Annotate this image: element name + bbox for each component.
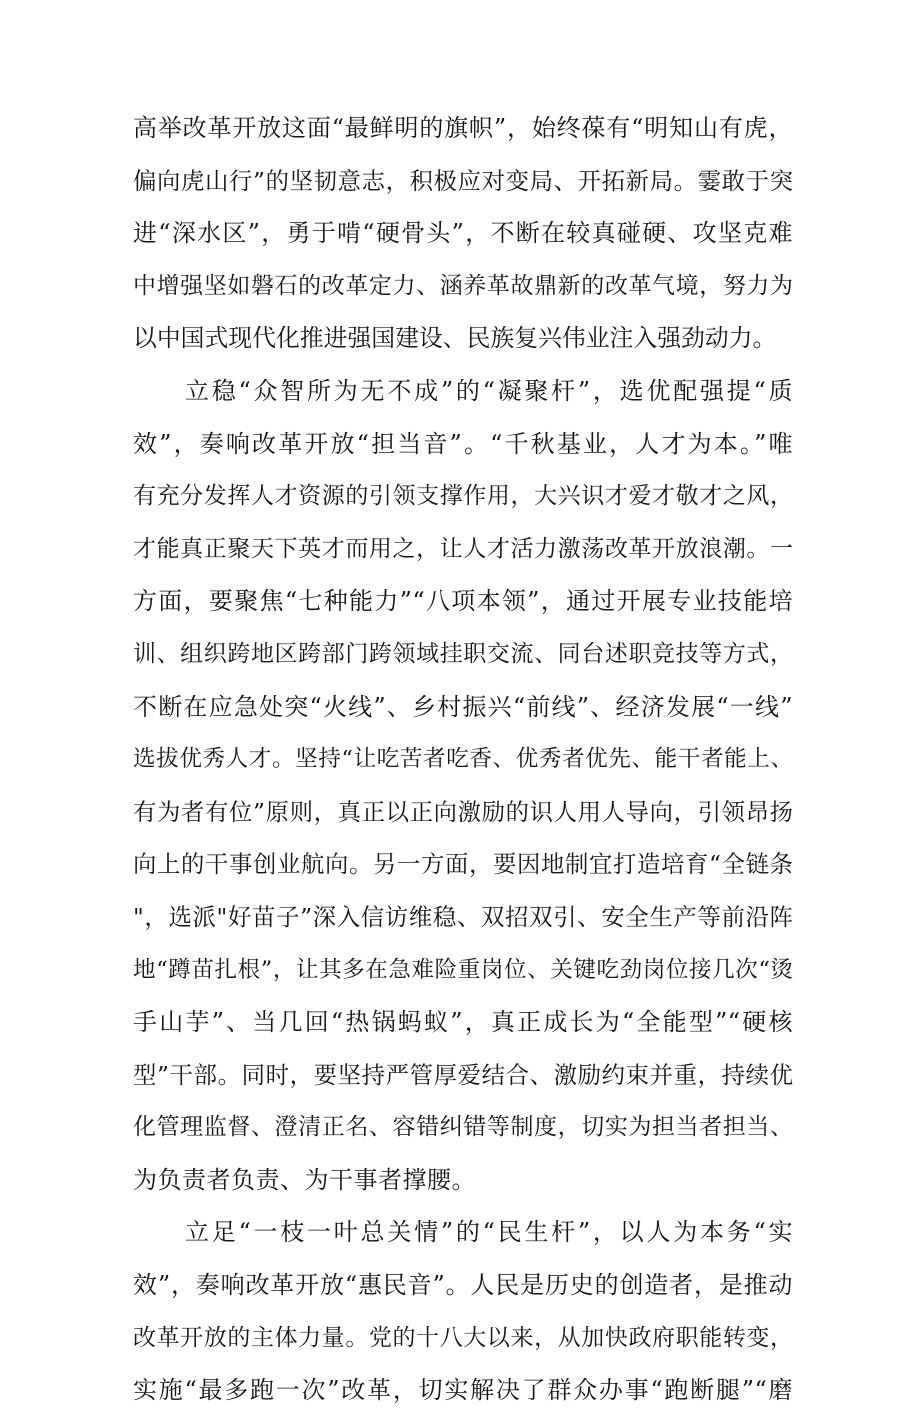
text-line: 实施“最多跑一次”改革，切实解决了群众办事“跑断腿”“磨 <box>133 1376 793 1405</box>
text-line: 以中国式现代化推进强国建设、民族复兴伟业注入强劲动力。 <box>133 324 777 353</box>
text-line: 手山芋”、当几回“热锅蚂蚁”，真正成长为“全能型”“硬核 <box>133 1008 793 1037</box>
text-line: 才能真正聚天下英才而用之，让人才活力激荡改革开放浪潮。一 <box>133 535 793 562</box>
text-line: 有为者有位”原则，真正以正向激励的识人用人导向，引领昂扬 <box>133 797 793 826</box>
text-line: 高举改革开放这面“最鲜明的旗帜”，始终葆有“明知山有虎， <box>133 114 793 142</box>
text-line: 选拔优秀人才。坚持“让吃苦者吃香、优秀者优先、能干者能上、 <box>133 746 793 773</box>
paragraph-first-line: 立稳“众智所为无不成”的“凝聚杆”，选优配强提“质 <box>185 376 793 405</box>
text-line: 地“蹲苗扎根”，让其多在急难险重岗位、关键吃劲岗位接几次“烫 <box>133 956 793 983</box>
text-line: 不断在应急处突“火线”、乡村振兴“前线”、经济发展“一线” <box>133 692 793 721</box>
text-line: 偏向虎山行”的坚韧意志，积极应对变局、开拓新局。霎敢于突 <box>133 166 793 195</box>
text-line: 有充分发挥人才资源的引领支撑作用，大兴识才爱才敬才之风， <box>133 483 793 510</box>
text-line: 效”，奏响改革开放“惠民音”。人民是历史的创造者，是推动 <box>133 1271 793 1300</box>
text-line: 为负责者负责、为干事者撑腰。 <box>133 1165 476 1194</box>
text-line: 训、组织跨地区跨部门跨领域挂职交流、同台述职竞技等方式， <box>133 640 793 667</box>
text-line: 中增强坚如磐石的改革定力、涵养革故鼎新的改革气境，努力为 <box>133 272 793 299</box>
text-line: 方面，要聚焦“七种能力”“八项本领”，通过开展专业技能培 <box>133 587 793 616</box>
text-line: 向上的干事创业航向。另一方面，要因地制宜打造培育“全链条 <box>133 850 793 879</box>
text-line: 改革开放的主体力量。党的十八大以来，从加快政府职能转变， <box>133 1324 793 1351</box>
text-line: 型”干部。同时，要坚持严管厚爱结合、激励约束并重，持续优 <box>133 1060 793 1089</box>
text-line: "，选派"好苗子”深入信访维稳、双招双引、安全生产等前沿阵 <box>133 902 793 931</box>
text-line: 效”，奏响改革开放“担当音”。“千秋基业，人才为本。”唯 <box>133 429 793 458</box>
text-line: 进“深水区”，勇于啃“硬骨头”，不断在较真碰硬、攻坚克难 <box>133 219 793 248</box>
text-line: 化管理监督、澄清正名、容错纠错等制度，切实为担当者担当、 <box>133 1114 793 1141</box>
body-text <box>133 102 793 1417</box>
paragraph-first-line: 立足“一枝一叶总关情”的“民生杆”，以人为本务“实 <box>185 1218 793 1247</box>
